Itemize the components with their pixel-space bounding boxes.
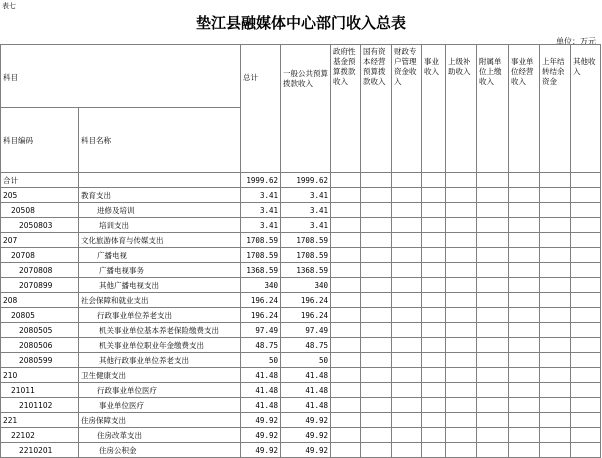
empty-cell xyxy=(422,248,446,263)
empty-cell xyxy=(361,233,392,248)
header-business: 事业收入 xyxy=(422,45,446,173)
subject-name-cell: 行政事业单位养老支出 xyxy=(79,308,241,323)
empty-cell xyxy=(540,338,571,353)
table-row xyxy=(1,263,601,278)
empty-cell xyxy=(331,233,361,248)
table-row xyxy=(1,203,601,218)
subject-name-cell: 其他行政事业单位养老支出 xyxy=(79,353,241,368)
empty-cell xyxy=(446,173,477,188)
empty-cell xyxy=(422,338,446,353)
empty-cell xyxy=(446,293,477,308)
empty-cell xyxy=(446,428,477,443)
header-affiliated: 附属单位上缴收入 xyxy=(477,45,509,173)
empty-cell xyxy=(331,173,361,188)
empty-cell xyxy=(392,218,422,233)
general-budget-cell: 3.41 xyxy=(281,203,331,218)
empty-cell xyxy=(571,188,601,203)
empty-cell xyxy=(509,308,540,323)
general-budget-cell: 1708.59 xyxy=(281,248,331,263)
empty-cell xyxy=(571,263,601,278)
header-carryover: 上年结转结余资金 xyxy=(540,45,571,173)
empty-cell xyxy=(331,323,361,338)
empty-cell xyxy=(540,248,571,263)
header-subject: 科目 xyxy=(1,45,241,108)
empty-cell xyxy=(509,218,540,233)
empty-cell xyxy=(422,233,446,248)
subject-code-cell: 2070899 xyxy=(1,278,79,293)
table-row xyxy=(1,248,601,263)
header-operation: 事业单位经营收入 xyxy=(509,45,540,173)
empty-cell xyxy=(540,428,571,443)
total-cell: 3.41 xyxy=(241,203,281,218)
empty-cell xyxy=(477,368,509,383)
general-budget-cell: 3.41 xyxy=(281,188,331,203)
empty-cell xyxy=(361,413,392,428)
empty-cell xyxy=(422,188,446,203)
empty-cell xyxy=(361,353,392,368)
empty-cell xyxy=(509,443,540,458)
empty-cell xyxy=(392,188,422,203)
empty-cell xyxy=(361,338,392,353)
empty-cell xyxy=(361,188,392,203)
empty-cell xyxy=(540,218,571,233)
empty-cell xyxy=(422,293,446,308)
empty-cell xyxy=(571,278,601,293)
empty-cell xyxy=(509,383,540,398)
empty-cell xyxy=(392,353,422,368)
general-budget-cell: 1708.59 xyxy=(281,233,331,248)
empty-cell xyxy=(392,263,422,278)
empty-cell xyxy=(477,353,509,368)
empty-cell xyxy=(446,248,477,263)
header-fiscal-special: 财政专户管理资金收入 xyxy=(392,45,422,173)
empty-cell xyxy=(509,263,540,278)
empty-cell xyxy=(477,398,509,413)
subject-name-cell: 住房保障支出 xyxy=(79,413,241,428)
general-budget-cell: 196.24 xyxy=(281,308,331,323)
subject-code-cell: 21011 xyxy=(1,383,79,398)
empty-cell xyxy=(361,248,392,263)
subject-name-cell: 行政事业单位医疗 xyxy=(79,383,241,398)
table-row xyxy=(1,173,601,188)
total-cell: 48.75 xyxy=(241,338,281,353)
empty-cell xyxy=(361,443,392,458)
empty-cell xyxy=(446,278,477,293)
empty-cell xyxy=(477,248,509,263)
empty-cell xyxy=(331,293,361,308)
subject-code-cell: 20508 xyxy=(1,203,79,218)
empty-cell xyxy=(422,173,446,188)
empty-cell xyxy=(509,398,540,413)
table-row xyxy=(1,398,601,413)
empty-cell xyxy=(477,413,509,428)
table-row xyxy=(1,353,601,368)
empty-cell xyxy=(509,368,540,383)
table-row xyxy=(1,338,601,353)
empty-cell xyxy=(540,368,571,383)
empty-cell xyxy=(446,263,477,278)
empty-cell xyxy=(446,203,477,218)
total-cell: 1999.62 xyxy=(241,173,281,188)
header-row-1 xyxy=(1,45,601,108)
empty-cell xyxy=(361,218,392,233)
table-row xyxy=(1,308,601,323)
empty-cell xyxy=(571,383,601,398)
subject-code-cell: 207 xyxy=(1,233,79,248)
empty-cell xyxy=(477,233,509,248)
empty-cell xyxy=(392,428,422,443)
empty-cell xyxy=(361,263,392,278)
empty-cell xyxy=(509,353,540,368)
empty-cell xyxy=(571,428,601,443)
empty-cell xyxy=(361,308,392,323)
empty-cell xyxy=(331,278,361,293)
empty-cell xyxy=(509,428,540,443)
empty-cell xyxy=(571,293,601,308)
general-budget-cell: 41.48 xyxy=(281,383,331,398)
empty-cell xyxy=(540,323,571,338)
empty-cell xyxy=(477,308,509,323)
empty-cell xyxy=(361,323,392,338)
empty-cell xyxy=(446,338,477,353)
subject-name-cell: 教育支出 xyxy=(79,188,241,203)
unit-label: 单位：万元 xyxy=(556,37,596,46)
empty-cell xyxy=(331,248,361,263)
empty-cell xyxy=(509,278,540,293)
empty-cell xyxy=(422,443,446,458)
empty-cell xyxy=(446,233,477,248)
subject-code-cell: 2210201 xyxy=(1,443,79,458)
table-row xyxy=(1,278,601,293)
empty-cell xyxy=(477,173,509,188)
empty-cell xyxy=(540,233,571,248)
empty-cell xyxy=(422,308,446,323)
empty-cell xyxy=(422,413,446,428)
empty-cell xyxy=(392,413,422,428)
table-row xyxy=(1,233,601,248)
subject-code-cell: 2101102 xyxy=(1,398,79,413)
subject-name-cell: 培训支出 xyxy=(79,218,241,233)
empty-cell xyxy=(331,353,361,368)
empty-cell xyxy=(361,203,392,218)
empty-cell xyxy=(331,203,361,218)
general-budget-cell: 1368.59 xyxy=(281,263,331,278)
total-cell: 340 xyxy=(241,278,281,293)
subject-name-cell: 社会保障和就业支出 xyxy=(79,293,241,308)
header-gov-fund: 政府性基金预算拨款收入 xyxy=(331,45,361,173)
subject-name-cell: 住房改革支出 xyxy=(79,428,241,443)
empty-cell xyxy=(331,263,361,278)
general-budget-cell: 3.41 xyxy=(281,218,331,233)
general-budget-cell: 196.24 xyxy=(281,293,331,308)
subject-name-cell: 事业单位医疗 xyxy=(79,398,241,413)
empty-cell xyxy=(331,398,361,413)
empty-cell xyxy=(446,398,477,413)
subject-code-cell: 2080506 xyxy=(1,338,79,353)
empty-cell xyxy=(477,278,509,293)
empty-cell xyxy=(509,413,540,428)
empty-cell xyxy=(477,263,509,278)
empty-cell xyxy=(509,323,540,338)
empty-cell xyxy=(540,398,571,413)
table-row xyxy=(1,443,601,458)
general-budget-cell: 41.48 xyxy=(281,398,331,413)
subject-code-cell: 20708 xyxy=(1,248,79,263)
subject-code-cell: 2070808 xyxy=(1,263,79,278)
empty-cell xyxy=(477,203,509,218)
empty-cell xyxy=(392,248,422,263)
subject-code-cell: 20805 xyxy=(1,308,79,323)
empty-cell xyxy=(540,293,571,308)
empty-cell xyxy=(571,413,601,428)
table-body xyxy=(1,173,601,458)
empty-cell xyxy=(422,263,446,278)
empty-cell xyxy=(509,338,540,353)
empty-cell xyxy=(331,188,361,203)
empty-cell xyxy=(540,203,571,218)
empty-cell xyxy=(422,218,446,233)
empty-cell xyxy=(422,278,446,293)
empty-cell xyxy=(361,398,392,413)
empty-cell xyxy=(571,338,601,353)
empty-cell xyxy=(571,368,601,383)
general-budget-cell: 49.92 xyxy=(281,413,331,428)
subject-code-cell: 208 xyxy=(1,293,79,308)
subject-code-cell: 2080599 xyxy=(1,353,79,368)
empty-cell xyxy=(361,428,392,443)
empty-cell xyxy=(392,443,422,458)
empty-cell xyxy=(392,173,422,188)
subject-code-cell: 22102 xyxy=(1,428,79,443)
empty-cell xyxy=(446,353,477,368)
total-cell: 41.48 xyxy=(241,398,281,413)
header-subject-name: 科目名称 xyxy=(79,108,241,173)
empty-cell xyxy=(392,383,422,398)
total-cell: 50 xyxy=(241,353,281,368)
empty-cell xyxy=(446,443,477,458)
header-superior-subsidy: 上级补助收入 xyxy=(446,45,477,173)
empty-cell xyxy=(571,248,601,263)
empty-cell xyxy=(446,368,477,383)
total-cell: 1368.59 xyxy=(241,263,281,278)
empty-cell xyxy=(477,338,509,353)
empty-cell xyxy=(422,428,446,443)
empty-cell xyxy=(446,188,477,203)
subject-name-cell: 其他广播电视支出 xyxy=(79,278,241,293)
empty-cell xyxy=(392,233,422,248)
empty-cell xyxy=(509,233,540,248)
subject-code-cell: 2080505 xyxy=(1,323,79,338)
empty-cell xyxy=(571,233,601,248)
total-cell: 41.48 xyxy=(241,383,281,398)
empty-cell xyxy=(331,413,361,428)
subject-name-cell: 卫生健康支出 xyxy=(79,368,241,383)
page-title: 垫江县融媒体中心部门收入总表 xyxy=(195,14,406,32)
empty-cell xyxy=(509,188,540,203)
subject-code-cell: 205 xyxy=(1,188,79,203)
empty-cell xyxy=(331,383,361,398)
empty-cell xyxy=(571,308,601,323)
table-row xyxy=(1,413,601,428)
empty-cell xyxy=(509,293,540,308)
general-budget-cell: 340 xyxy=(281,278,331,293)
header-subject-code: 科目编码 xyxy=(1,108,79,173)
empty-cell xyxy=(571,353,601,368)
empty-cell xyxy=(571,443,601,458)
general-budget-cell: 1999.62 xyxy=(281,173,331,188)
subject-code-cell: 2050803 xyxy=(1,218,79,233)
table-row xyxy=(1,188,601,203)
subject-name-cell: 广播电视事务 xyxy=(79,263,241,278)
empty-cell xyxy=(422,203,446,218)
empty-cell xyxy=(571,398,601,413)
total-cell: 3.41 xyxy=(241,188,281,203)
total-cell: 49.92 xyxy=(241,428,281,443)
empty-cell xyxy=(392,293,422,308)
empty-cell xyxy=(540,353,571,368)
empty-cell xyxy=(571,323,601,338)
empty-cell xyxy=(571,218,601,233)
subject-name-cell: 广播电视 xyxy=(79,248,241,263)
empty-cell xyxy=(331,308,361,323)
empty-cell xyxy=(392,308,422,323)
header-state-capital: 国有资本经营预算拨款收入 xyxy=(361,45,392,173)
income-table xyxy=(0,44,601,458)
subject-name-cell: 进修及培训 xyxy=(79,203,241,218)
subject-code-cell: 210 xyxy=(1,368,79,383)
empty-cell xyxy=(392,278,422,293)
empty-cell xyxy=(477,293,509,308)
subject-name-cell: 机关事业单位职业年金缴费支出 xyxy=(79,338,241,353)
subject-code-cell: 合计 xyxy=(1,173,79,188)
total-cell: 49.92 xyxy=(241,443,281,458)
subject-name-cell xyxy=(79,173,241,188)
empty-cell xyxy=(422,323,446,338)
empty-cell xyxy=(392,203,422,218)
empty-cell xyxy=(392,368,422,383)
empty-cell xyxy=(361,368,392,383)
table-row xyxy=(1,383,601,398)
table-row xyxy=(1,323,601,338)
general-budget-cell: 49.92 xyxy=(281,443,331,458)
empty-cell xyxy=(422,368,446,383)
empty-cell xyxy=(331,218,361,233)
general-budget-cell: 97.49 xyxy=(281,323,331,338)
empty-cell xyxy=(392,323,422,338)
total-cell: 3.41 xyxy=(241,218,281,233)
empty-cell xyxy=(477,188,509,203)
subject-name-cell: 机关事业单位基本养老保险缴费支出 xyxy=(79,323,241,338)
empty-cell xyxy=(446,383,477,398)
empty-cell xyxy=(540,413,571,428)
empty-cell xyxy=(422,383,446,398)
empty-cell xyxy=(540,383,571,398)
sheet-label: 表七 xyxy=(2,2,16,10)
table-row xyxy=(1,218,601,233)
total-cell: 49.92 xyxy=(241,413,281,428)
total-cell: 196.24 xyxy=(241,293,281,308)
empty-cell xyxy=(540,443,571,458)
general-budget-cell: 49.92 xyxy=(281,428,331,443)
total-cell: 41.48 xyxy=(241,368,281,383)
empty-cell xyxy=(422,353,446,368)
general-budget-cell: 48.75 xyxy=(281,338,331,353)
total-cell: 97.49 xyxy=(241,323,281,338)
total-cell: 1708.59 xyxy=(241,233,281,248)
empty-cell xyxy=(331,428,361,443)
empty-cell xyxy=(477,218,509,233)
total-cell: 1708.59 xyxy=(241,248,281,263)
empty-cell xyxy=(477,323,509,338)
empty-cell xyxy=(446,413,477,428)
empty-cell xyxy=(571,173,601,188)
table-row xyxy=(1,428,601,443)
empty-cell xyxy=(331,338,361,353)
empty-cell xyxy=(477,428,509,443)
empty-cell xyxy=(509,203,540,218)
empty-cell xyxy=(571,203,601,218)
subject-code-cell: 221 xyxy=(1,413,79,428)
empty-cell xyxy=(361,383,392,398)
empty-cell xyxy=(540,173,571,188)
header-total: 总计 xyxy=(241,45,281,173)
empty-cell xyxy=(361,173,392,188)
empty-cell xyxy=(509,248,540,263)
empty-cell xyxy=(392,398,422,413)
empty-cell xyxy=(422,398,446,413)
subject-name-cell: 文化旅游体育与传媒支出 xyxy=(79,233,241,248)
empty-cell xyxy=(392,338,422,353)
general-budget-cell: 50 xyxy=(281,353,331,368)
header-other: 其他收入 xyxy=(571,45,601,173)
subject-name-cell: 住房公积金 xyxy=(79,443,241,458)
empty-cell xyxy=(331,443,361,458)
total-cell: 196.24 xyxy=(241,308,281,323)
header-general-budget: 一般公共预算拨款收入 xyxy=(281,45,331,173)
empty-cell xyxy=(446,323,477,338)
empty-cell xyxy=(446,308,477,323)
empty-cell xyxy=(477,443,509,458)
empty-cell xyxy=(540,263,571,278)
empty-cell xyxy=(361,293,392,308)
table-row xyxy=(1,293,601,308)
table-row xyxy=(1,368,601,383)
empty-cell xyxy=(477,383,509,398)
empty-cell xyxy=(361,278,392,293)
empty-cell xyxy=(509,173,540,188)
general-budget-cell: 41.48 xyxy=(281,368,331,383)
empty-cell xyxy=(540,308,571,323)
empty-cell xyxy=(540,278,571,293)
empty-cell xyxy=(540,188,571,203)
empty-cell xyxy=(446,218,477,233)
empty-cell xyxy=(331,368,361,383)
